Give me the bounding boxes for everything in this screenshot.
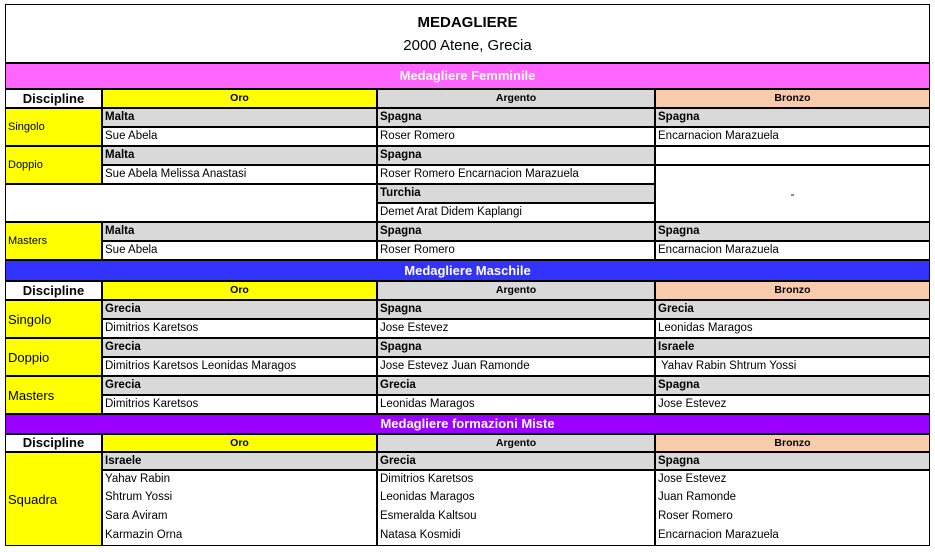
bronze-athlete: Roser Romero bbox=[655, 508, 930, 527]
gold-header: Oro bbox=[102, 434, 377, 452]
gold-athletes: Dimitrios Karetsos bbox=[102, 319, 377, 338]
gold-athlete: Sara Aviram bbox=[102, 508, 377, 527]
silver-nation-2: Turchia bbox=[377, 184, 655, 203]
silver-athletes: Jose Estevez Juan Ramonde bbox=[377, 357, 655, 376]
silver-nation: Spagna bbox=[377, 338, 655, 357]
bronze-nation: Israele bbox=[655, 338, 930, 357]
silver-athlete: Dimitrios Karetsos bbox=[377, 470, 655, 489]
discipline-cell: Masters bbox=[5, 376, 102, 414]
silver-athletes: Roser Romero bbox=[377, 241, 655, 260]
bronze-athlete: Jose Estevez bbox=[655, 470, 930, 489]
bronze-athletes: Jose Estevez bbox=[655, 395, 930, 414]
gold-athletes: Sue Abela bbox=[102, 127, 377, 146]
gold-athletes: Sue Abela bbox=[102, 241, 377, 260]
silver-athlete: Natasa Kosmidi bbox=[377, 527, 655, 546]
gold-nation: Malta bbox=[102, 222, 377, 241]
silver-nation: Spagna bbox=[377, 146, 655, 165]
bronze-athletes: Yahav Rabin Shtrum Yossi bbox=[655, 357, 930, 376]
gold-athlete: Yahav Rabin bbox=[102, 470, 377, 489]
silver-athletes: Roser Romero Encarnacion Marazuela bbox=[377, 165, 655, 184]
discipline-cell: Doppio bbox=[5, 338, 102, 376]
silver-athletes: Jose Estevez bbox=[377, 319, 655, 338]
bronze-header: Bronzo bbox=[655, 281, 930, 300]
bronze-nation: Spagna bbox=[655, 452, 930, 470]
silver-nation: Spagna bbox=[377, 300, 655, 319]
silver-athletes: Roser Romero bbox=[377, 127, 655, 146]
bronze-nation: Spagna bbox=[655, 108, 930, 127]
bronze-header: Bronzo bbox=[655, 89, 930, 108]
gold-athlete: Karmazin Orna bbox=[102, 527, 377, 546]
empty-cell bbox=[5, 184, 377, 222]
gold-athlete: Shtrum Yossi bbox=[102, 489, 377, 508]
page-title: MEDAGLIERE bbox=[417, 14, 518, 31]
bronze-nation: Grecia bbox=[655, 300, 930, 319]
bronze-athlete: Encarnacion Marazuela bbox=[655, 527, 930, 546]
silver-athlete: Esmeralda Kaltsou bbox=[377, 508, 655, 527]
bronze-athletes: Encarnacion Marazuela bbox=[655, 241, 930, 260]
discipline-cell: Masters bbox=[5, 222, 102, 260]
silver-nation: Grecia bbox=[377, 452, 655, 470]
discipline-cell: Doppio bbox=[5, 146, 102, 184]
discipline-header: Discipline bbox=[5, 89, 102, 108]
silver-header: Argento bbox=[377, 434, 655, 452]
discipline-cell: Singolo bbox=[5, 108, 102, 146]
silver-athlete: Leonidas Maragos bbox=[377, 489, 655, 508]
gold-athletes: Sue Abela Melissa Anastasi bbox=[102, 165, 377, 184]
silver-nation: Spagna bbox=[377, 222, 655, 241]
page-subtitle: 2000 Atene, Grecia bbox=[403, 37, 532, 54]
bronze-nation: Spagna bbox=[655, 222, 930, 241]
silver-nation: Spagna bbox=[377, 108, 655, 127]
silver-athletes: Leonidas Maragos bbox=[377, 395, 655, 414]
gold-nation: Grecia bbox=[102, 376, 377, 395]
gold-athletes: Dimitrios Karetsos Leonidas Maragos bbox=[102, 357, 377, 376]
bronze-none: - bbox=[655, 165, 930, 222]
discipline-cell: Squadra bbox=[5, 452, 102, 546]
bronze-nation: Spagna bbox=[655, 376, 930, 395]
gold-nation: Grecia bbox=[102, 300, 377, 319]
silver-nation: Grecia bbox=[377, 376, 655, 395]
header-box bbox=[5, 4, 930, 63]
gold-nation: Malta bbox=[102, 108, 377, 127]
gold-athletes: Dimitrios Karetsos bbox=[102, 395, 377, 414]
gold-header: Oro bbox=[102, 281, 377, 300]
bronze-athletes: Leonidas Maragos bbox=[655, 319, 930, 338]
silver-athletes-2: Demet Arat Didem Kaplangi bbox=[377, 203, 655, 222]
gold-nation: Grecia bbox=[102, 338, 377, 357]
bronze-athletes: Encarnacion Marazuela bbox=[655, 127, 930, 146]
gold-nation: Israele bbox=[102, 452, 377, 470]
gold-nation: Malta bbox=[102, 146, 377, 165]
gold-header: Oro bbox=[102, 89, 377, 108]
silver-header: Argento bbox=[377, 281, 655, 300]
bronze-header: Bronzo bbox=[655, 434, 930, 452]
male-band: Medagliere Maschile bbox=[5, 260, 930, 281]
discipline-header: Discipline bbox=[5, 434, 102, 452]
female-band: Medagliere Femminile bbox=[5, 63, 930, 89]
bronze-athlete: Juan Ramonde bbox=[655, 489, 930, 508]
silver-header: Argento bbox=[377, 89, 655, 108]
empty-cell bbox=[655, 146, 930, 165]
discipline-cell: Singolo bbox=[5, 300, 102, 338]
mixed-band: Medagliere formazioni Miste bbox=[5, 414, 930, 434]
discipline-header: Discipline bbox=[5, 281, 102, 300]
